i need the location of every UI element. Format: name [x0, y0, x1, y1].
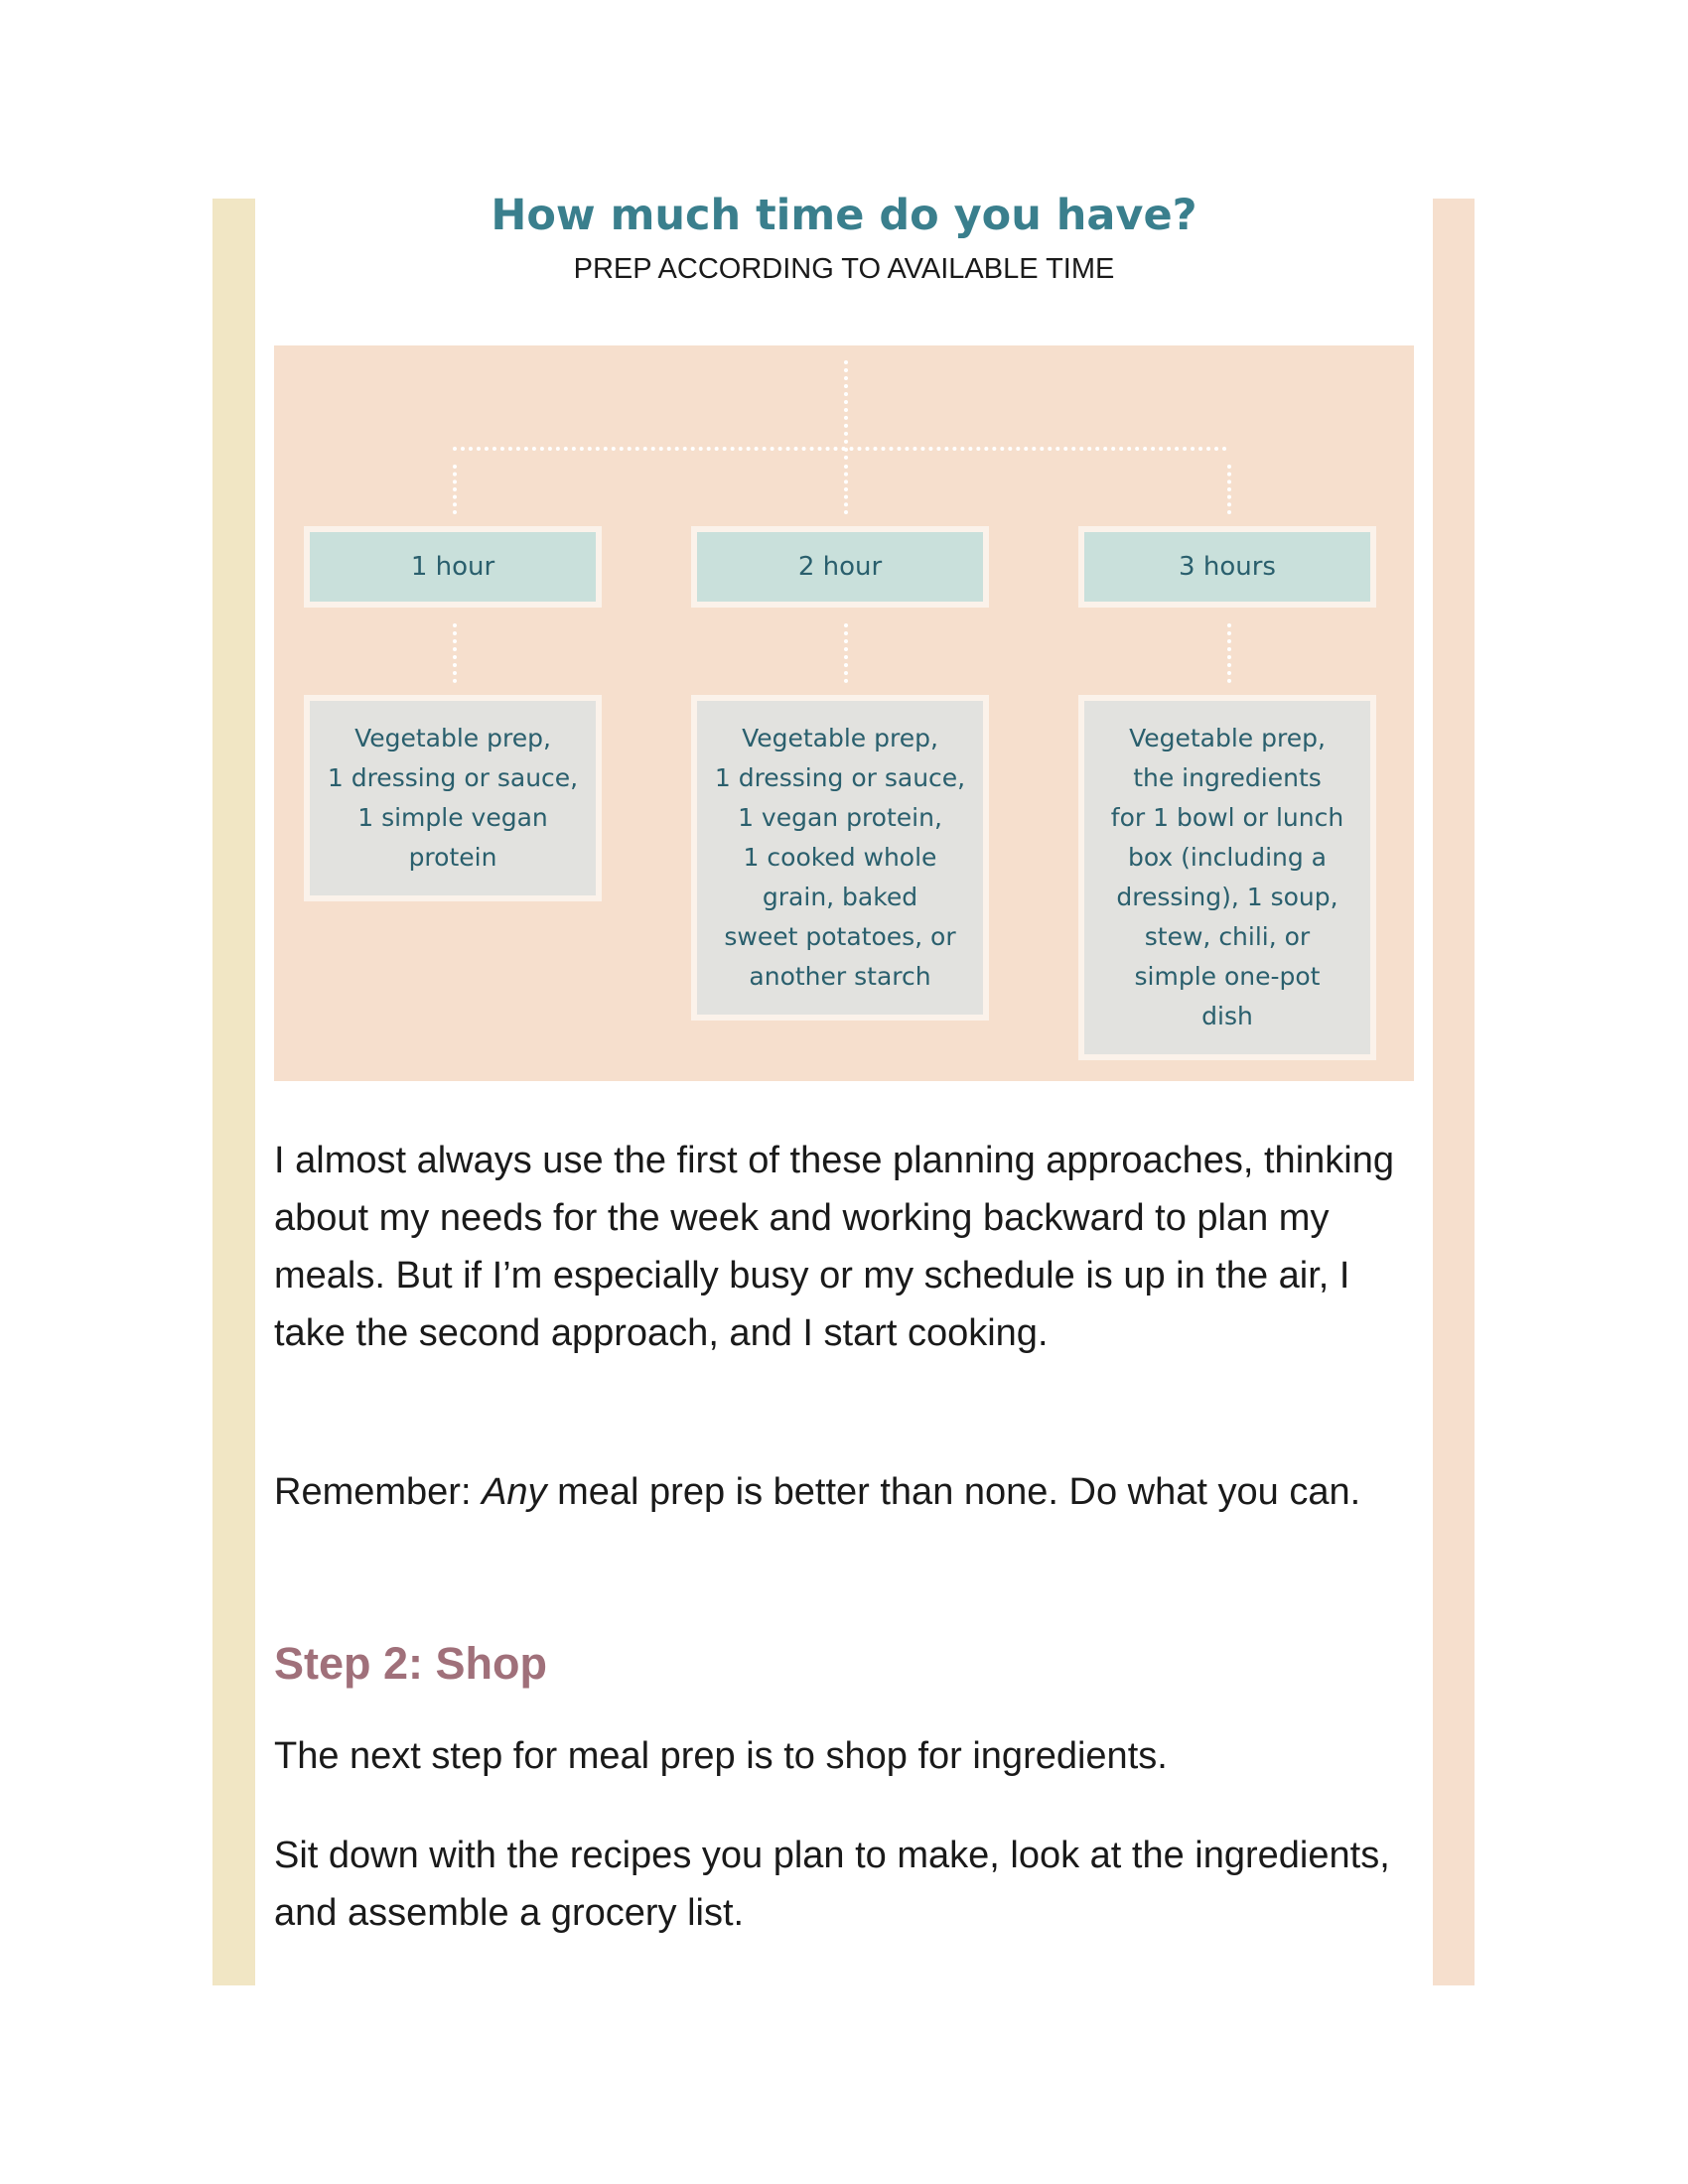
- body-paragraph-2: [274, 1463, 1416, 1521]
- body-paragraph-1: I almost always use the first of these planning approaches, thinking about my needs for the week and working backward to plan my meals. But if I’m especially busy or my schedule is up in the air, I take the second approach, and I start cooking.: [274, 1140, 1394, 1354]
- connector-horizontal: [453, 447, 1227, 451]
- diagram-title: How much time do you have?: [491, 191, 1197, 240]
- paragraph-2-emphasis: Any: [482, 1471, 547, 1513]
- paragraph-2-prefix: Remember:: [274, 1471, 483, 1513]
- time-box-1-hour: 1 hour: [304, 526, 602, 608]
- connector-1-top: [453, 465, 457, 514]
- diagram-subtitle: PREP ACCORDING TO AVAILABLE TIME: [573, 253, 1115, 285]
- body-paragraph-4: Sit down with the recipes you plan to make, look at the ingredients, and assemble a grocery list.: [274, 1835, 1390, 1934]
- connector-2-top: [844, 465, 848, 514]
- connector-top: [844, 360, 848, 460]
- time-options-diagram: [274, 345, 1414, 1081]
- time-box-2-hour: 2 hour: [691, 526, 989, 608]
- time-box-3-hours: 3 hours: [1078, 526, 1376, 608]
- task-box-1-hour: Vegetable prep, 1 dressing or sauce, 1 simple vegan protein: [304, 695, 602, 901]
- task-box-2-hour: Vegetable prep, 1 dressing or sauce, 1 vegan protein, 1 cooked whole grain, baked sweet potatoes, or another starch: [691, 695, 989, 1021]
- connector-1-mid: [453, 623, 457, 683]
- right-margin-bar: [1433, 199, 1475, 1985]
- connector-2-mid: [844, 623, 848, 683]
- body-paragraph-3: The next step for meal prep is to shop for ingredients.: [274, 1735, 1168, 1777]
- connector-3-top: [1227, 465, 1231, 514]
- connector-3-mid: [1227, 623, 1231, 683]
- paragraph-2-suffix: meal prep is better than none. Do what you can.: [546, 1471, 1361, 1513]
- task-box-3-hours: Vegetable prep, the ingredients for 1 bowl or lunch box (including a dressing), 1 soup, stew, chili, or simple one-pot dish: [1078, 695, 1376, 1060]
- left-margin-bar: [212, 199, 255, 1985]
- step-2-heading: Step 2: Shop: [274, 1638, 548, 1689]
